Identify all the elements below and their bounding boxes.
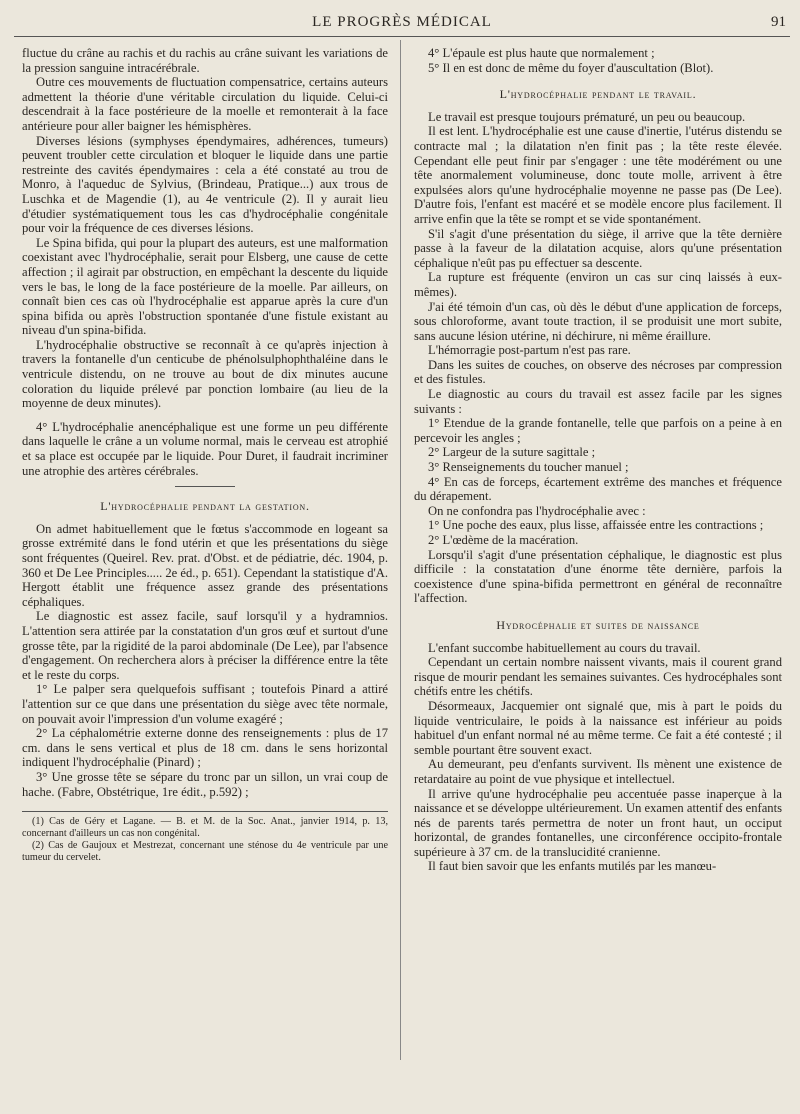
paragraph: Il est lent. L'hydrocéphalie est une cause d'inertie, l'utérus distendu se contracte mal ; la dilatation n'en finit pas ; la tête reste élevée. Cependant elle peut finir par s'engager : une tête modérément ou une tête anormalement volumineuse, donc toute molle, arrivent à être expulsées alors qu'une hydrocéphalie moyenne ne passe pas (De Lee). D'autre fois, l'enfant est macéré et se modèle encore plus facilement. Il arrive enfin que la tête se rompt et se vide spontanément. xyxy=(414,124,782,226)
paragraph: On ne confondra pas l'hydrocéphalie avec : xyxy=(428,503,646,518)
paragraph: 1° Le palper sera quelquefois suffisant ; toutefois Pinard a attiré l'attention sur ce que dans une présentation du siège avec tête normale, on pouvait avoir l'impression d'un volume exagéré ; xyxy=(22,682,388,726)
footnote: (2) Cas de Gaujoux et Mestrezat, concernant une sténose du 4e ventricule par une tumeur du cervelet. xyxy=(22,840,388,864)
paragraph: Au demeurant, peu d'enfants survivent. Ils mènent une existence de retardataire au point de vue physique et intellectuel. xyxy=(414,757,782,786)
paragraph: S'il s'agit d'une présentation du siège, il arrive que la tête dernière passe à la faveur de la dilatation acquise, alors qu'une présentation céphalique n'eût pas pu effectuer sa descente. xyxy=(414,226,782,270)
paragraph: L'enfant succombe habituellement au cours du travail. xyxy=(428,640,701,655)
footnote: (1) Cas de Géry et Lagane. — B. et M. de la Soc. Anat., janvier 1914, p. 13, concernant d'ailleurs un cas non congénital. xyxy=(22,816,388,840)
paragraph: Diverses lésions (symphyses épendymaires, adhérences, tumeurs) peuvent troubler cette circulation et bloquer le liquide dans une partie restreinte des cavités épendymaires : cela a été constaté au trou de Monro, à l'aqueduc de Sylvius, (Brindeau, Pratique...) aux trous de Luschka et de Magendie (1), au 4e ventricule (2). Il y aurait lieu d'étudier systématiquement tous les cas d'hydrocéphalie congénitale pour voir la fréquence de ces diverses lésions. xyxy=(22,133,388,236)
page-number: 91 xyxy=(771,14,786,30)
paragraph: 5° Il en est donc de même du foyer d'auscultation (Blot). xyxy=(428,60,714,75)
paragraph: Le diagnostic est assez facile, sauf lorsqu'il y a hydramnios. L'attention sera attirée par la constatation d'un gros œuf et surtout d'une grosse tête, par la rigidité de la paroi abdominale (De Lee), par l'absence d'engagement. On recherchera alors à préciser la différence entre la tête et le reste du corps. xyxy=(22,609,388,682)
right-column xyxy=(414,46,782,874)
list-item: 1° Une poche des eaux, plus lisse, affaissée entre les contractions ; xyxy=(428,518,764,533)
paragraph: 3° Une grosse tête se sépare du tronc par un sillon, un vrai coup de hache. (Fabre, Obstétrique, 1re édit., p.592) ; xyxy=(22,769,388,799)
paragraph: 4° L'épaule est plus haute que normalement ; xyxy=(428,46,655,60)
section-rule xyxy=(175,486,235,487)
footnotes xyxy=(22,811,388,864)
paragraph: J'ai été témoin d'un cas, où dès le début d'une application de forceps, sous chloroforme, avant toute traction, il se produisit une mort subite, sans aucune lésion utérine, ni déchirure, ni même éraillure. xyxy=(414,299,782,343)
section-heading-naissance: Hydrocéphalie et suites de naissance xyxy=(496,617,700,632)
paragraph: L'hémorragie post-partum n'est pas rare. xyxy=(428,343,631,358)
paragraph: Il arrive qu'une hydrocéphalie peu accentuée passe inaperçue à la naissance et se développe ultérieurement. Un examen attentif des enfants nés de parents tarés permettra de noter un front haut, un occiput horizontal, de grandes fontanelles, une circonférence occipito-frontale supérieure à 37 cm. de la translucidité cranienne. xyxy=(414,786,782,859)
running-header xyxy=(14,14,790,37)
paragraph: Le Spina bifida, qui pour la plupart des auteurs, est une malformation coexistant avec l'hydrocéphalie, serait pour Elsberg, une cause de cette affection ; il agirait par obstruction, en empêchant la descente du liquide vers le bas, le long de la face postérieure de la moelle. Par ailleurs, on connaît bien ces cas où l'hydrocéphalie est apparue après la cure d'un spina bifida ou après l'obstruction spontanée d'une fistule existant au niveau d'un spina-bifida. xyxy=(22,235,388,338)
paragraph: Outre ces mouvements de fluctuation compensatrice, certains auteurs admettent la théorie d'une véritable circulation du liquide. Celui-ci descendrait à la face postérieure de la moelle et remonterait à la face antérieure pour aller baigner les hémisphères. xyxy=(22,75,388,133)
section-heading-travail: L'hydrocéphalie pendant le travail. xyxy=(499,87,697,102)
paragraph: Cependant un certain nombre naissent vivants, mais il courent grand risque de mourir pendant les semaines suivantes. Ces hydrocéphales sont chétifs entre les chétifs. xyxy=(414,655,782,699)
column-divider xyxy=(400,40,401,1060)
paragraph: Il faut bien savoir que les enfants mutilés par les manœu- xyxy=(428,859,717,874)
list-item: 1° Etendue de la grande fontanelle, telle que parfois on a peine à en percevoir les angles ; xyxy=(414,416,782,445)
paragraph: Le travail est presque toujours prématuré, un peu ou beaucoup. xyxy=(428,109,746,124)
paragraph: 2° La céphalométrie externe donne des renseignements : plus de 17 cm. dans le sens vertical et plus de 18 cm. dans le sens horizontal indiquent l'hydrocéphalie (Pinard) ; xyxy=(22,726,388,770)
paragraph: Dans les suites de couches, on observe des nécroses par compression et des fistules. xyxy=(414,357,782,387)
paragraph: Lorsqu'il s'agit d'une présentation céphalique, le diagnostic est plus difficile : la constatation d'une énorme tête dernière, parfois la coexistence d'une spina-bifida permettront en général de reconnaître l'affection. xyxy=(414,547,782,606)
paragraph: fluctue du crâne au rachis et du rachis au crâne suivant les variations de la pression sanguine intracérébrale. xyxy=(22,46,388,75)
paragraph: Le diagnostic au cours du travail est assez facile par les signes suivants : xyxy=(414,387,782,416)
paragraph: La rupture est fréquente (environ un cas sur cinq laissés à eux-mêmes). xyxy=(414,270,782,299)
left-column xyxy=(22,46,388,864)
list-item: 4° En cas de forceps, écartement extrême des manches et fréquence du dérapement. xyxy=(414,474,782,504)
paragraph: Désormeaux, Jacquemier ont signalé que, mis à part le poids du liquide ventriculaire, le poids à la naissance est inférieur au poids habituel d'un enfant normal né au même terme. Ce fait a été contesté ; il semble pourtant être souvent exact. xyxy=(414,698,782,757)
list-item: 3° Renseignements du toucher manuel ; xyxy=(428,460,629,475)
list-item: 2° Largeur de la suture sagittale ; xyxy=(428,445,596,460)
paragraph: 4° L'hydrocéphalie anencéphalique est une forme un peu différente dans laquelle le crâne a un volume normal, mais le cerveau est atrophié et sa place est occupée par le liquide. Pour Duret, il faudrait incriminer une atrophie des artères cérébrales. xyxy=(22,419,388,478)
paragraph: On admet habituellement que le fœtus s'accommode en logeant sa grosse extrémité dans le fond utérin et que les présentations du siège sont fréquentes (Queirel. Rev. prat. d'Obst. et de pédiatrie, déc. 1904, p. 360 et De Lee Principles..... 2e éd., p. 651). Cependant la statistique d'A. Hergott établit une fréquence assez grande des présentations céphaliques. xyxy=(22,521,388,609)
list-item: 2° L'œdème de la macération. xyxy=(428,533,579,547)
section-heading-gestation: L'hydrocéphalie pendant la gestation. xyxy=(100,499,310,514)
paragraph: L'hydrocéphalie obstructive se reconnaît à ce qu'après injection à travers la fontanelle d'un centicube de phénolsulphophthaléine dans le ventricule distendu, on ne trouve au bout de dix minutes aucune coloration du liquide prélevé par ponction lombaire (au lieu de la moyenne de deux minutes). xyxy=(22,337,388,411)
journal-title: LE PROGRÈS MÉDICAL xyxy=(312,14,492,30)
